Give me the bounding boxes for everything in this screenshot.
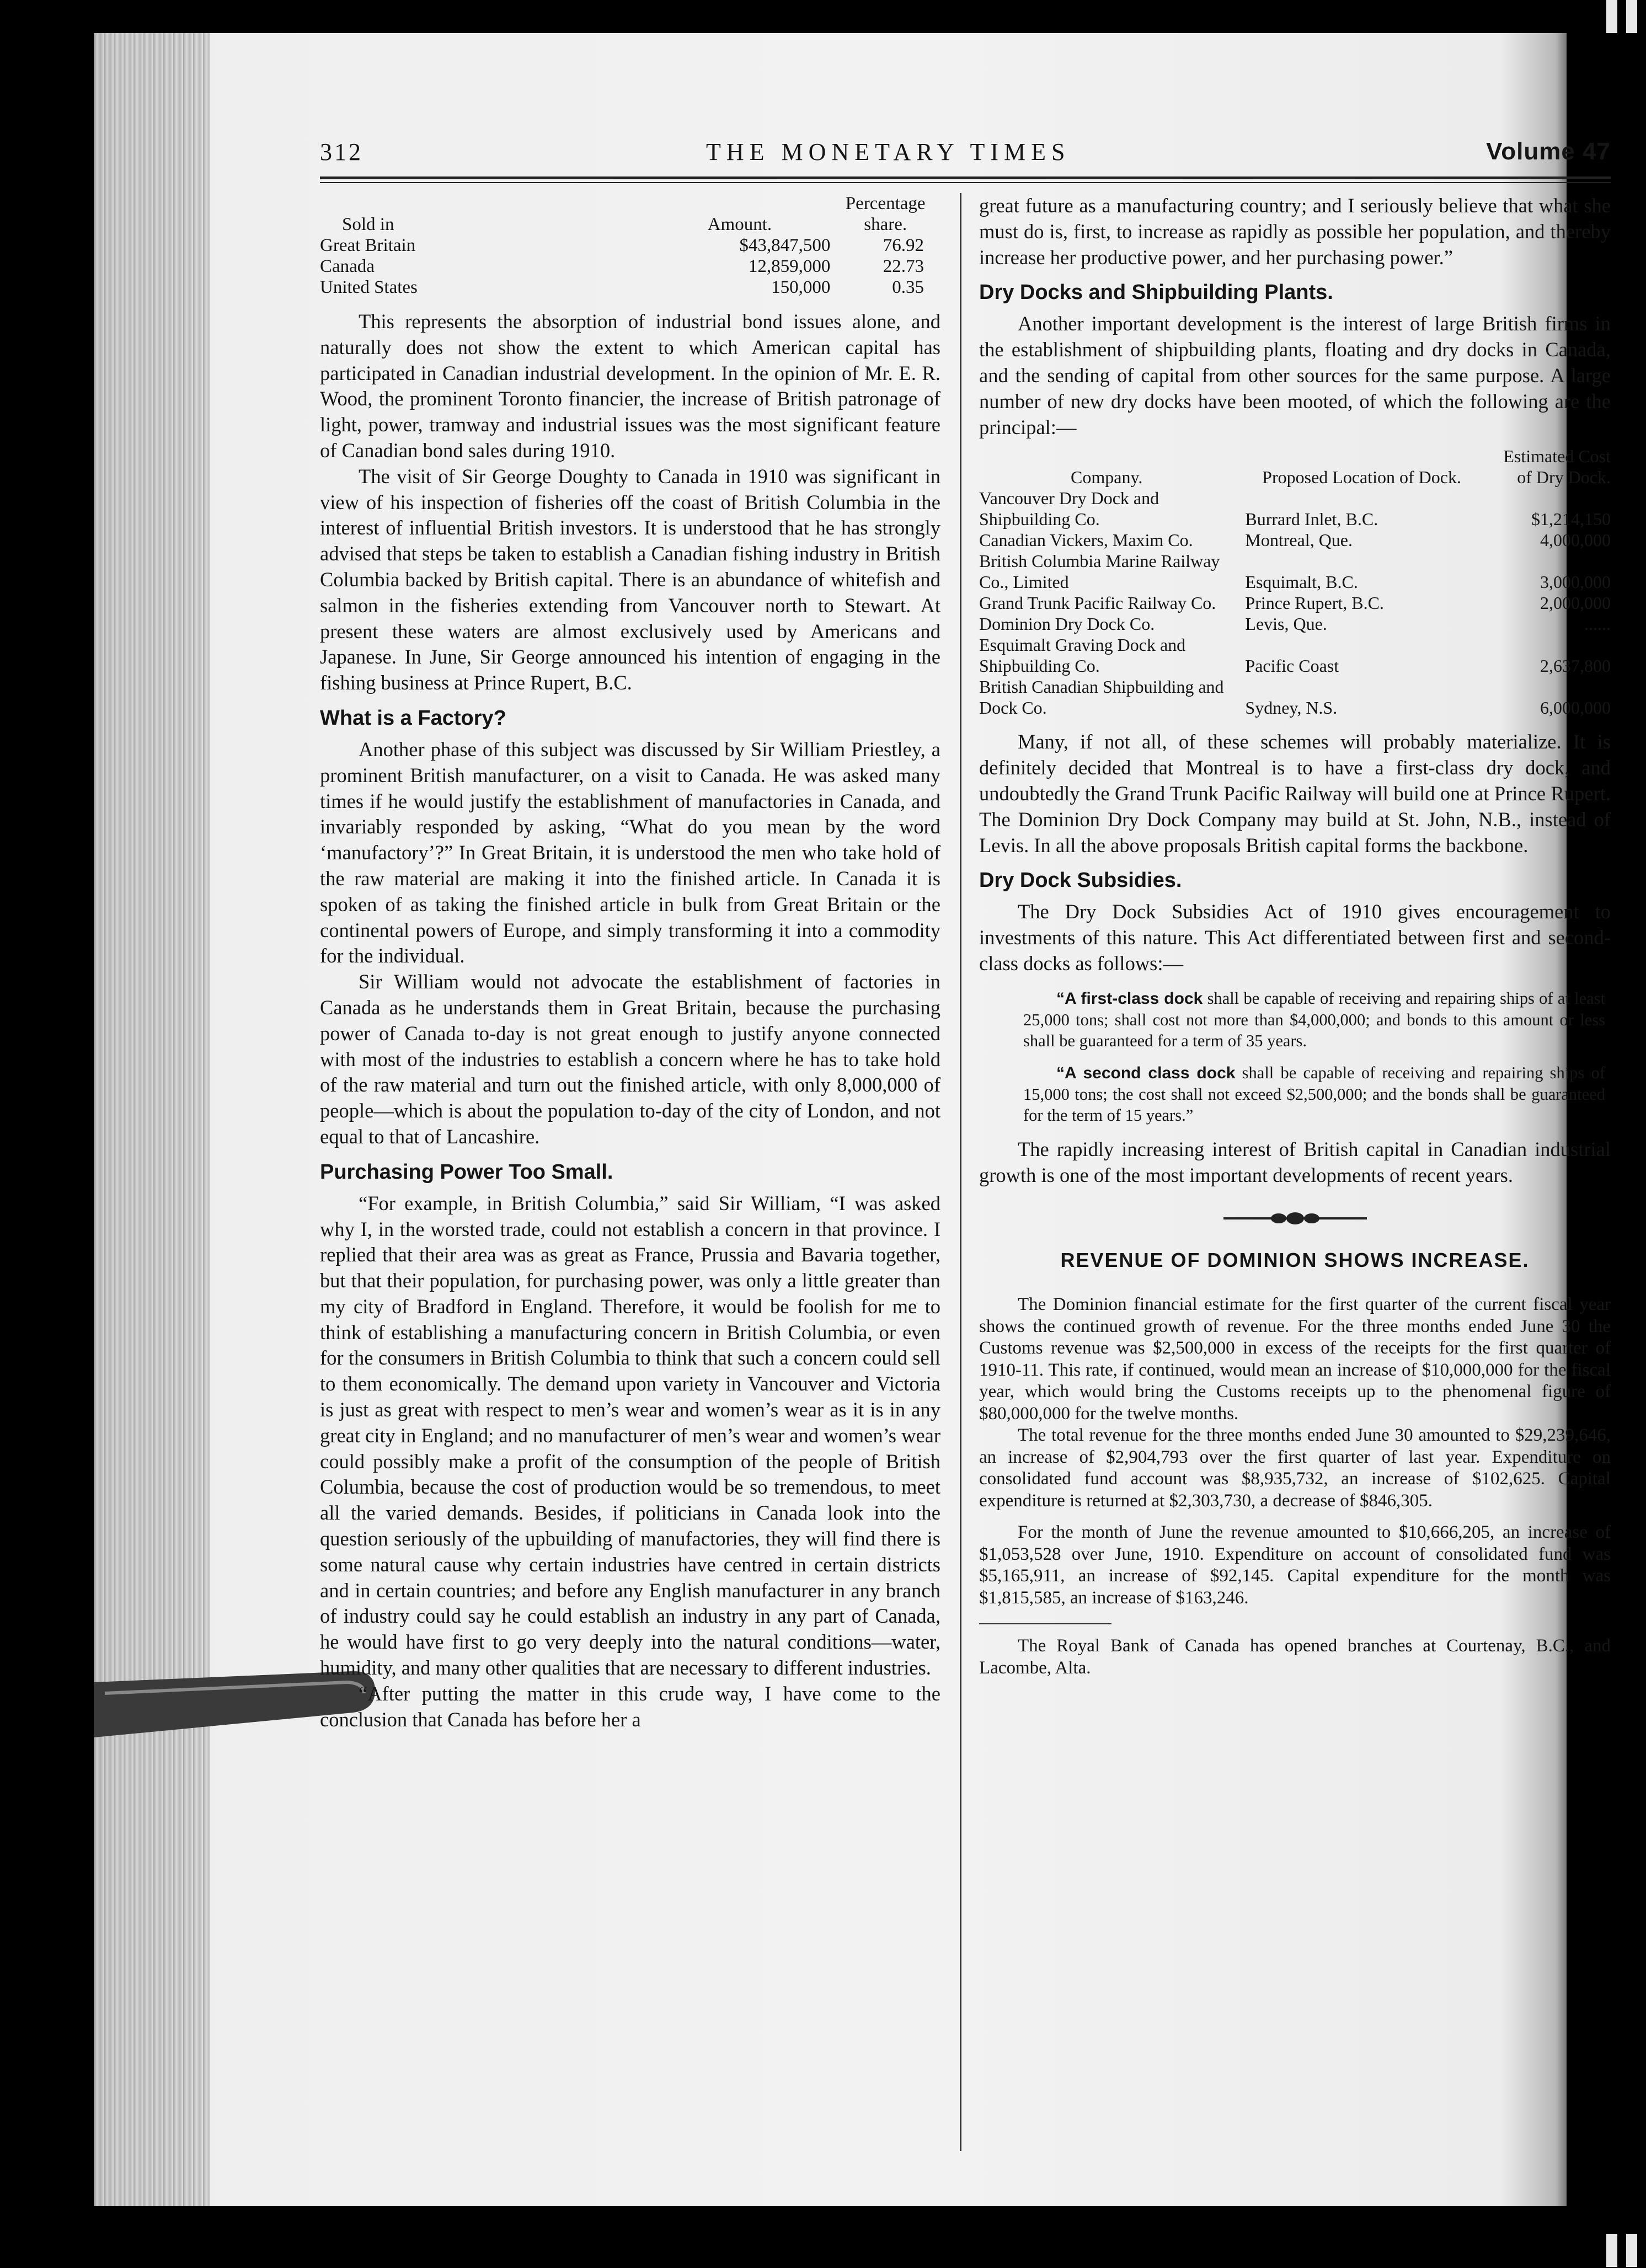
cell-company: Vancouver Dry Dock and Shipbuilding Co. — [979, 488, 1159, 529]
ornament-icon — [1223, 1210, 1367, 1227]
paragraph: Many, if not all, of these schemes will probably materialize. It is definitely decided that Montreal is to have a first-class dry dock, and undoubtedly the Grand Trunk Pacific Railway will build one at Prince Rupert. The Dominion Dry Dock Company may build at St. John, N.B., instead of Levis. In all the above proposals British capital forms the backbone. — [979, 730, 1611, 857]
cell-location: Burrard Inlet, B.C. — [1245, 509, 1378, 529]
table-row — [979, 676, 1611, 718]
header-rule-thin — [320, 182, 1611, 183]
film-border-left — [0, 0, 44, 2268]
section-heading: Purchasing Power Too Small. — [320, 1160, 613, 1184]
volume-label: Volume 47 — [1486, 138, 1611, 165]
cell-location: Esquimalt, B.C. — [1245, 572, 1358, 592]
paragraph: The rapidly increasing interest of British capital in Canadian industrial growth is one of the most important developments of recent years. — [979, 1137, 1611, 1186]
paragraph: Another phase of this subject was discussed by Sir William Priestley, a prominent British manufacturer, on a visit to Canada. He was asked many times if he would justify the establishment of manufactories in Canada, and invariably responded by asking, “What do you mean by the word ‘manufactory’?” In Great Britain, it is understood the men who take hold of the raw material are making it into the finished article. In Canada it is spoken of as taking the finished article in bulk from Great Britain or the continental powers of Europe, and simply transforming it into a commodity for the individual. — [320, 737, 940, 967]
col-header: Sold in — [342, 215, 394, 234]
paragraph: The Royal Bank of Canada has opened branches at Courtenay, B.C., and Lacombe, Alta. — [979, 1636, 1611, 1678]
cell-cost: 2,637,800 — [1540, 656, 1611, 676]
column-divider — [960, 193, 961, 2151]
cell-cost: 3,000,000 — [1540, 572, 1611, 592]
cell-cost: $1,214,150 — [1531, 509, 1611, 529]
paragraph: The Dry Dock Subsidies Act of 1910 gives encouragement to investments of this nature. This Act differentiated between first and second-class docks as follows:— — [979, 900, 1611, 975]
cell-place: Canada — [320, 256, 375, 276]
table-row — [979, 550, 1611, 592]
quote-lead: “A first-class dock — [1056, 989, 1203, 1008]
revenue-article — [979, 1294, 1611, 1679]
scanned-page — [94, 33, 1611, 2206]
cell-amount: 12,859,000 — [748, 256, 831, 276]
cell-company: Canadian Vickers, Maxim Co. — [979, 530, 1193, 550]
cell-company: Grand Trunk Pacific Railway Co. — [979, 593, 1216, 613]
paragraph: great future as a manufacturing country; and I seriously believe that what she must do is, first, to increase as rapidly as possible her population, and thereby increase her productive power, and her purchasing power.” — [979, 194, 1611, 269]
cell-cost: 2,000,000 — [1540, 593, 1611, 613]
cell-share: 76.92 — [883, 236, 924, 255]
cell-share: 0.35 — [892, 277, 924, 297]
paragraph: Sir William would not advocate the establishment of factories in Canada as he understands them in Great Britain, because the purchasing power of Canada to-day is not great enough to justify anyone connected with most of the industries to establish a concern where he has to take hold of the raw material and turn out the finished article, with only 8,000,000 of people—which is about the population to-day of the city of London, and not equal to that of Lancashire. — [320, 970, 940, 1148]
header-rule — [320, 176, 1611, 179]
table-row — [979, 488, 1611, 529]
col-header: Company. — [1071, 467, 1143, 488]
col-header: Amount. — [707, 215, 772, 234]
section-heading: What is a Factory? — [320, 706, 506, 730]
cell-amount: $43,847,500 — [739, 236, 831, 255]
page-number: 312 — [320, 138, 363, 165]
running-header — [320, 127, 1611, 171]
cell-cost: 6,000,000 — [1540, 698, 1611, 718]
paragraph: “For example, in British Columbia,” said Sir William, “I was asked why I, in the worsted trade, could not establish a concern in that province. I replied that their area was as great as France, Prussia and Bavaria together, but that their population, for purchasing power, was only a little greater than my city of Bradford in England. Therefore, it would be foolish for me to think of establishing a manufacturing concern in British Columbia, or even for the consumers in British Columbia to think that such a concern could sell to them economically. The demand upon variety in Vancouver and Victoria is just as great with respect to men’s wear and women’s wear as it is in any great city in England; and no manufacturer of men’s wear and women’s wear could possibly make a profit of the consumption of the people of British Columbia, because the cost of production would be so tremendous, to meet all the varied demands. Besides, if politicians in Canada look into the question seriously of the upbuilding of manufactories, they will find there is some natural cause why certain industries have centred in certain districts and in certain countries; and before any English manufacturer in any branch of industry could say he could establish an industry in any part of Canada, he would have first to go very deeply into the natural conditions—water, humidity, and many other qualities that are necessary to different industries. — [320, 1191, 941, 1679]
section-heading: Dry Dock Subsidies. — [979, 869, 1182, 892]
film-perforation — [1626, 2234, 1637, 2267]
cell-location: Levis, Que. — [1245, 614, 1327, 634]
table-row — [979, 592, 1611, 613]
table-row — [320, 235, 940, 256]
table-row — [979, 529, 1611, 550]
section-heading: Dry Docks and Shipbuilding Plants. — [979, 281, 1333, 304]
paragraph: Another important development is the interest of large British firms in the establishment of shipbuilding plants, floating and dry docks in Canada, and the sending of capital from other sources for the same purpose. A large number of new dry docks have been mooted, of which the following are the principal:— — [979, 312, 1611, 438]
film-perforation — [1626, 0, 1637, 33]
cell-amount: 150,000 — [771, 277, 831, 297]
cell-location: Pacific Coast — [1245, 656, 1339, 676]
cell-cost: ...... — [1584, 614, 1611, 634]
cell-location: Sydney, N.S. — [1245, 698, 1338, 718]
sales-table — [320, 193, 940, 298]
quote-lead: “A second class dock — [1056, 1063, 1236, 1082]
table-row — [979, 613, 1611, 634]
cell-share: 22.73 — [883, 256, 924, 276]
page-content — [320, 127, 1611, 2168]
cell-company: Esquimalt Graving Dock and Shipbuilding Co. — [979, 635, 1186, 676]
book-binding — [94, 33, 210, 2206]
table-header-row — [320, 193, 940, 235]
quote-text: shall be capable of receiving and repairing ships of 15,000 tons; the cost shall not exceed $2,500,000; and the bonds shall be guaranteed for the term of 15 years.” — [1023, 1063, 1605, 1125]
cell-company: British Columbia Marine Railway Co., Limited — [979, 551, 1220, 592]
paragraph: The visit of Sir George Doughty to Canada in 1910 was significant in view of his inspection of fisheries off the coast of British Columbia in the interest of influential British investors. It is understood that he has strongly advised that steps be taken to establish a Canadian fishing industry in British Columbia backed by British capital. There is an abundance of whitefish and salmon in the fisheries extending from Vancouver north to Stewart. At present these waters are almost exclusively used by Americans and Japanese. In June, Sir George announced his intention of engaging in the fishing business at Prince Rupert, B.C. — [320, 464, 940, 694]
film-perforation — [1606, 0, 1617, 33]
cell-company: Dominion Dry Dock Co. — [979, 614, 1155, 634]
docks-table — [979, 446, 1611, 718]
block-quote — [1023, 1062, 1605, 1126]
col-header: Estimated Cost of Dry Dock. — [1503, 446, 1611, 488]
right-column — [979, 193, 1611, 1679]
paragraph: For the month of June the revenue amounted to $10,666,205, an increase of $1,053,528 over June, 1910. Expenditure on account of consolidated fund was $5,165,911, an increase of $92,145. Capital expenditure for the month was $1,815,585, an increase of $163,246. — [979, 1522, 1611, 1608]
paragraph: The Dominion financial estimate for the first quarter of the current fiscal year shows the continued growth of revenue. For the three months ended June 30 the Customs revenue was $2,500,000 in excess of the receipts for the first quarter of 1910-11. This rate, if continued, would mean an increase of $10,000,000 for the fiscal year, which would bring the Customs receipts up to the phenomenal figure of $80,000,000 for the twelve months. — [979, 1295, 1611, 1424]
col-header: Percentage share. — [845, 194, 926, 234]
col-header: Proposed Location of Dock. — [1262, 467, 1461, 488]
publication-title: THE MONETARY TIMES — [706, 138, 1071, 165]
block-quote — [1023, 988, 1605, 1051]
cell-place: Great Britain — [320, 236, 416, 255]
article-title: REVENUE OF DOMINION SHOWS INCREASE. — [1060, 1249, 1530, 1272]
left-column — [320, 193, 940, 1732]
cell-place: United States — [320, 277, 418, 297]
cell-location: Prince Rupert, B.C. — [1245, 593, 1384, 613]
ornament-divider — [979, 1210, 1611, 1232]
paragraph: The total revenue for the three months ended June 30 amounted to $29,239,646, an increase of $2,904,793 over the first quarter of last year. Expenditure on consolidated fund account was $8,935,732, an increase of $102,625. Capital expenditure is returned at $2,303,730, a decrease of $846,305. — [979, 1425, 1611, 1511]
table-row — [320, 256, 940, 277]
table-row — [320, 277, 940, 298]
short-rule — [979, 1623, 1111, 1624]
paragraph: “After putting the matter in this crude way, I have come to the conclusion that Canada has before her a — [320, 1682, 940, 1731]
cell-location: Montreal, Que. — [1245, 530, 1353, 550]
film-perforation — [1606, 2234, 1617, 2267]
table-row — [979, 634, 1611, 676]
quote-text: shall be capable of receiving and repairing ships of at least 25,000 tons; shall cost not more than $4,000,000; and bonds to this amount or less shall be guaranteed for a term of 35 years. — [1023, 988, 1605, 1050]
cell-cost: 4,000,000 — [1540, 530, 1611, 550]
paragraph: This represents the absorption of industrial bond issues alone, and naturally does not show the extent to which American capital has participated in Canadian industrial development. In the opinion of Mr. E. R. Wood, the prominent Toronto financier, the increase of British patronage of light, power, tramway and industrial issues was the most significant feature of Canadian bond sales during 1910. — [320, 310, 940, 462]
table-header-row — [979, 446, 1611, 488]
cell-company: British Canadian Shipbuilding and Dock Co. — [979, 677, 1224, 718]
